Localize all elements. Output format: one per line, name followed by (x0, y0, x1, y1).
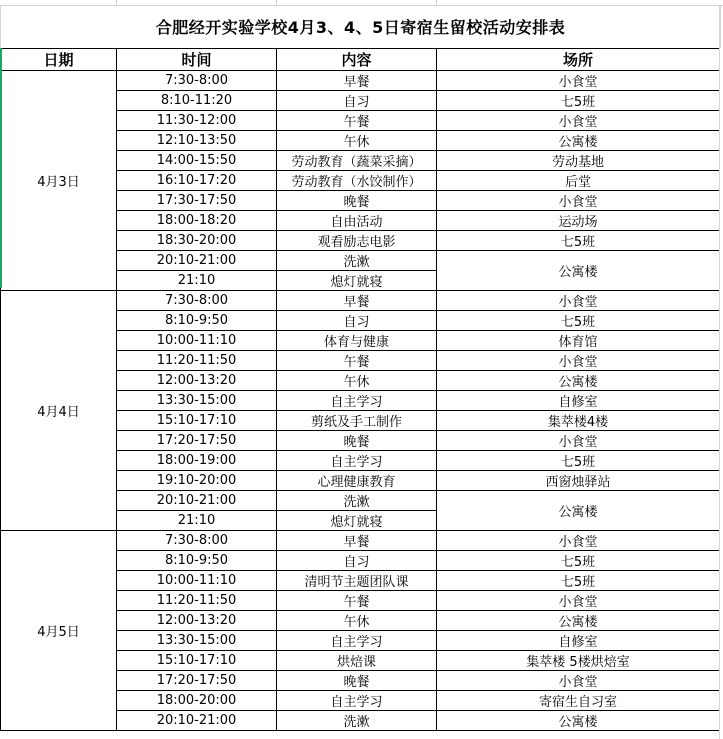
place-cell[interactable]: 七5班 (437, 311, 720, 331)
time-cell[interactable]: 18:00-18:20 (117, 211, 277, 231)
selection-marker (0, 48, 2, 288)
content-cell[interactable]: 晚餐 (277, 191, 437, 211)
content-cell[interactable]: 剪纸及手工制作 (277, 411, 437, 431)
time-cell[interactable]: 13:30-15:00 (117, 391, 277, 411)
place-cell[interactable]: 公寓楼 (437, 251, 720, 291)
content-cell[interactable]: 清明节主题团队课 (277, 571, 437, 591)
content-cell[interactable]: 劳动教育（水饺制作） (277, 171, 437, 191)
time-cell[interactable]: 11:30-12:00 (117, 111, 277, 131)
time-cell[interactable]: 18:00-20:00 (117, 691, 277, 711)
time-cell[interactable]: 11:20-11:50 (117, 591, 277, 611)
place-cell[interactable]: 七5班 (437, 231, 720, 251)
time-cell[interactable]: 20:10-21:00 (117, 491, 277, 511)
time-cell[interactable]: 20:10-21:00 (117, 251, 277, 271)
time-cell[interactable]: 16:10-17:20 (117, 171, 277, 191)
sheet-title[interactable]: 合肥经开实验学校4月3、4、5日寄宿生留校活动安排表 (0, 5, 721, 48)
time-cell[interactable]: 21:10 (117, 511, 277, 531)
place-cell[interactable]: 公寓楼 (437, 371, 720, 391)
header-time[interactable]: 时间 (117, 49, 277, 71)
place-cell[interactable]: 小食堂 (437, 351, 720, 371)
content-cell[interactable]: 自习 (277, 311, 437, 331)
time-cell[interactable]: 7:30-8:00 (117, 71, 277, 91)
place-cell[interactable]: 七5班 (437, 91, 720, 111)
content-cell[interactable]: 自由活动 (277, 211, 437, 231)
time-cell[interactable]: 14:00-15:50 (117, 151, 277, 171)
time-cell[interactable]: 8:10-9:50 (117, 311, 277, 331)
time-cell[interactable]: 20:10-21:00 (117, 711, 277, 731)
time-cell[interactable]: 7:30-8:00 (117, 531, 277, 551)
content-cell[interactable]: 自主学习 (277, 631, 437, 651)
content-cell[interactable]: 午休 (277, 611, 437, 631)
content-cell[interactable]: 自主学习 (277, 451, 437, 471)
time-cell[interactable]: 8:10-11:20 (117, 91, 277, 111)
place-cell[interactable]: 劳动基地 (437, 151, 720, 171)
content-cell[interactable]: 自习 (277, 91, 437, 111)
content-cell[interactable]: 午餐 (277, 111, 437, 131)
place-cell[interactable]: 七5班 (437, 551, 720, 571)
content-cell[interactable]: 熄灯就寝 (277, 271, 437, 291)
time-cell[interactable]: 12:00-13:20 (117, 611, 277, 631)
content-cell[interactable]: 自主学习 (277, 691, 437, 711)
place-cell[interactable]: 寄宿生自习室 (437, 691, 720, 711)
place-cell[interactable]: 小食堂 (437, 431, 720, 451)
content-cell[interactable]: 晚餐 (277, 431, 437, 451)
time-cell[interactable]: 18:30-20:00 (117, 231, 277, 251)
schedule-body (1, 71, 720, 731)
content-cell[interactable]: 熄灯就寝 (277, 511, 437, 531)
date-cell[interactable]: 4月3日 (1, 71, 117, 291)
place-cell[interactable]: 自修室 (437, 391, 720, 411)
next-column-edge (719, 5, 723, 739)
content-cell[interactable]: 体育与健康 (277, 331, 437, 351)
content-cell[interactable]: 洗漱 (277, 711, 437, 731)
place-cell[interactable]: 后堂 (437, 171, 720, 191)
content-cell[interactable]: 观看励志电影 (277, 231, 437, 251)
table-row (1, 291, 720, 311)
place-cell[interactable]: 公寓楼 (437, 611, 720, 631)
time-cell[interactable]: 12:00-13:20 (117, 371, 277, 391)
place-cell[interactable]: 七5班 (437, 571, 720, 591)
date-cell[interactable]: 4月5日 (1, 531, 117, 731)
content-cell[interactable]: 早餐 (277, 531, 437, 551)
content-cell[interactable]: 心理健康教育 (277, 471, 437, 491)
place-cell[interactable]: 小食堂 (437, 291, 720, 311)
content-cell[interactable]: 早餐 (277, 71, 437, 91)
table-row (1, 71, 720, 91)
place-cell[interactable]: 公寓楼 (437, 491, 720, 531)
time-cell[interactable]: 10:00-11:10 (117, 571, 277, 591)
content-cell[interactable]: 自习 (277, 551, 437, 571)
date-cell[interactable]: 4月4日 (1, 291, 117, 531)
place-cell[interactable]: 小食堂 (437, 591, 720, 611)
place-cell[interactable]: 小食堂 (437, 671, 720, 691)
place-cell[interactable]: 集萃楼4楼 (437, 411, 720, 431)
content-cell[interactable]: 午休 (277, 131, 437, 151)
time-cell[interactable]: 8:10-9:50 (117, 551, 277, 571)
time-cell[interactable]: 17:30-17:50 (117, 191, 277, 211)
time-cell[interactable]: 17:20-17:50 (117, 671, 277, 691)
place-cell[interactable]: 公寓楼 (437, 131, 720, 151)
place-cell[interactable]: 体育馆 (437, 331, 720, 351)
time-cell[interactable]: 15:10-17:10 (117, 411, 277, 431)
place-cell[interactable]: 自修室 (437, 631, 720, 651)
schedule-table (0, 48, 720, 731)
header-date[interactable]: 日期 (1, 49, 117, 71)
content-cell[interactable]: 午餐 (277, 591, 437, 611)
time-cell[interactable]: 7:30-8:00 (117, 291, 277, 311)
header-row (1, 49, 720, 71)
place-cell[interactable]: 小食堂 (437, 111, 720, 131)
place-cell[interactable]: 运动场 (437, 211, 720, 231)
place-cell[interactable]: 公寓楼 (437, 711, 720, 731)
time-cell[interactable]: 15:10-17:10 (117, 651, 277, 671)
content-cell[interactable]: 洗漱 (277, 491, 437, 511)
table-row (1, 531, 720, 551)
content-cell[interactable]: 午休 (277, 371, 437, 391)
time-cell[interactable]: 19:10-20:00 (117, 471, 277, 491)
time-cell[interactable]: 11:20-11:50 (117, 351, 277, 371)
place-cell[interactable]: 小食堂 (437, 191, 720, 211)
time-cell[interactable]: 13:30-15:00 (117, 631, 277, 651)
content-cell[interactable]: 晚餐 (277, 671, 437, 691)
header-content[interactable]: 内容 (277, 49, 437, 71)
time-cell[interactable]: 17:20-17:50 (117, 431, 277, 451)
place-cell[interactable]: 小食堂 (437, 71, 720, 91)
content-cell[interactable]: 劳动教育（蔬菜采摘） (277, 151, 437, 171)
place-cell[interactable]: 西窗烛驿站 (437, 471, 720, 491)
time-cell[interactable]: 18:00-19:00 (117, 451, 277, 471)
content-cell[interactable]: 早餐 (277, 291, 437, 311)
content-cell[interactable]: 洗漱 (277, 251, 437, 271)
header-place[interactable]: 场所 (437, 49, 720, 71)
time-cell[interactable]: 12:10-13:50 (117, 131, 277, 151)
place-cell[interactable]: 集萃楼 5楼烘焙室 (437, 651, 720, 671)
time-cell[interactable]: 21:10 (117, 271, 277, 291)
content-cell[interactable]: 自主学习 (277, 391, 437, 411)
place-cell[interactable]: 小食堂 (437, 531, 720, 551)
content-cell[interactable]: 烘焙课 (277, 651, 437, 671)
place-cell[interactable]: 七5班 (437, 451, 720, 471)
content-cell[interactable]: 午餐 (277, 351, 437, 371)
time-cell[interactable]: 10:00-11:10 (117, 331, 277, 351)
